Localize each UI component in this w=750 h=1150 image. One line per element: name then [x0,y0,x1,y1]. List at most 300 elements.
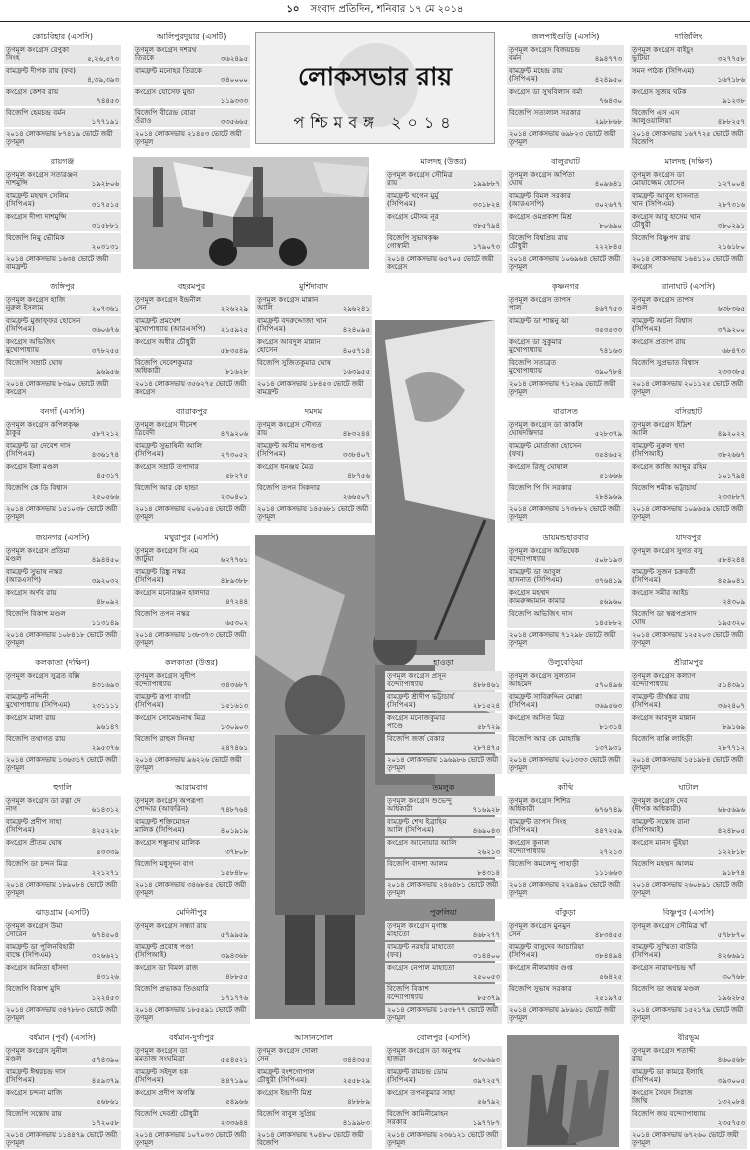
candidate-name: কংগ্রেস সুজয় ঘটক [632,87,687,96]
candidate-name: বিজেপি ডা জয়ন্ত মণ্ডল [632,984,700,993]
candidate-row [385,838,502,857]
vote-count: ৫৬৯৬০ [599,597,622,606]
candidate-row [385,233,502,252]
candidate-name: তৃণমূল কংগ্রেস ডা কাকলি ঘোষদস্তিদার [509,420,584,438]
candidate-row [4,66,121,85]
candidate-name: বামফ্রন্ট ডা আবুল হাসনাত (সিপিএম) [509,567,563,585]
candidate-row [630,87,747,106]
vote-count: ৩১৭৫১৫ [91,200,119,209]
candidate-name: বিজেপি সুপ্রভাত বিশ্বাস [632,358,699,367]
candidate-row [630,692,747,711]
vote-count: ১৪৫৮৮২ [594,618,622,627]
vote-count: ১৬৩৯৫৫ [342,367,370,376]
vote-count: ৩৯৪৩৬৮ [220,951,248,960]
candidate-row [4,108,121,127]
constituency-name: রায়গঞ্জ [50,157,75,166]
constituency-name: উলুবেড়িয়া [548,658,583,667]
candidate-name: বিজেপি সুভাষকৃষ্ণ গোস্বামী [387,233,440,251]
vote-count: ৩৯০৭৮৪ [594,367,622,376]
candidate-row [630,45,747,64]
candidate-name: তৃণমূল কংগ্রেস তাপস পাল [509,295,571,313]
vote-count: ৫২৮৩৭৯ [594,429,622,438]
candidate-row [630,1067,747,1086]
constituency-card [133,407,250,523]
candidate-row [385,963,502,982]
candidate-row [255,358,372,377]
candidate-name: কংগ্রেস সোমেন্দ্রনাথ মিত্র [135,713,206,722]
vote-count: ১৩৭৯৩১ [594,743,622,752]
vote-count: ২৮৭৪৭৫ [472,743,500,752]
candidate-name: বিজেপি কমলেন্দু পাহাড়ী [509,859,579,868]
vote-count: ৪৩৬১৭৪ [91,450,119,459]
candidate-name: বামফ্রন্ট প্রমথেশ মুখোপাধ্যায় (আরএসপি) [135,316,206,334]
candidate-name: কংগ্রেস নারায়ণচন্দ্র খাঁ [632,963,696,972]
vote-count: ৯১২৩৮ [722,96,745,105]
constituency-name: আসানসোল [294,1033,333,1042]
candidate-name: বিজেপি সুভাষ সরকার [509,984,572,993]
result-summary: ২০১৪ লোকসভায় ৯৬২২৬ ভোটে জয়ী তৃণমূল [133,755,250,774]
candidate-row [4,483,121,502]
vote-count: ১৯২৮০৬ [91,179,119,188]
candidate-row [630,108,747,127]
vote-count: ১৭৯০৭৩ [472,242,500,251]
result-summary: ২০১৪ লোকসভায় ২০৬১৫৪ ভোটে জয়ী তৃণমূল [133,504,250,523]
candidate-name: বামফ্রন্ট শক্তিমোহন মালিক (সিপিএম) [135,817,190,835]
candidate-name: কংগ্রেস নীলমাধব গুপ্ত [509,963,573,972]
constituency-name: তমলুক [432,783,455,792]
candidate-row [4,838,121,857]
candidate-row [630,191,747,210]
result-summary: ২০১৪ লোকসভায় ৮৭৪১৯ ভোটে জয়ী তৃণমূল [4,129,121,148]
vote-count: ২৮৭৩১৬ [717,200,745,209]
constituency-name: জঙ্গিপুর [50,282,75,291]
candidate-row [255,1109,372,1128]
candidate-name: কংগ্রেস ডা সুকুমার মুখোপাধ্যায় [509,337,562,355]
candidate-row [630,859,747,878]
candidate-name: তৃণমূল কংগ্রেস রেণুকা সিংহ [6,45,70,63]
candidate-name: কংগ্রেস যোসেফ মুন্ডা [135,87,195,96]
candidate-name: বামফ্রন্ট রিঙ্কু নস্কর (সিপিএম) [135,567,186,585]
vote-count: ৪৫৩১৭ [96,471,119,480]
constituency-card [133,533,250,649]
candidate-name: কংগ্রেস অর্ণব রায় [6,588,57,597]
candidate-row [507,963,624,982]
vote-count: ৩৪০০০০ [220,75,248,84]
candidate-row [385,170,502,189]
vote-count: ৫৭৮৮৭০ [717,930,745,939]
vote-count: ৯১৮৭৪ [722,868,745,877]
candidate-row [507,859,624,878]
result-summary: ২০১৪ লোকসভায় ১০৮৪১৮ ভোটে জয়ী তৃণমূল [4,630,121,649]
candidate-row [255,1067,372,1086]
constituency-card [507,908,624,1024]
candidate-row [255,295,372,314]
candidate-name: বিজেপি বিকাশ বন্দ্যোপাধ্যায় [387,984,430,1002]
candidate-name: কংগ্রেস অসিত মিত্র [509,713,565,722]
candidate-row [385,1109,502,1128]
candidate-name: বিজেপি আর কে হান্ডা [135,483,199,492]
candidate-row [4,1088,121,1107]
candidate-name: বিজেপি তপন নস্কর [135,609,190,618]
candidate-name: কংগ্রেস রিজু ঘোষাল [509,462,568,471]
candidate-row [630,817,747,836]
vote-count: ৩০২৬৭৭ [594,200,622,209]
vote-count: ৪৬৯০৪৩ [472,826,500,835]
candidate-row [133,66,250,85]
vote-count: ২৮৪৯৬৯ [594,492,622,501]
vote-count: ৪৭২৪৪ [225,597,248,606]
candidate-row [385,692,502,711]
candidate-name: তৃণমূল কংগ্রেস কল্যাণ বন্দ্যোপাধ্যায় [632,671,696,689]
vote-count: ৪৮৮৫৫ [225,972,248,981]
title-box [255,32,495,144]
vote-count: ৯৬৯৫৬ [96,367,119,376]
result-summary: ২০১৪ লোকসভায় ১০৬৯৬৪ ভোটে জয়ী তৃণমূল [507,254,624,273]
result-summary: ২০১৪ লোকসভায় ৬৫৭০৫ ভোটে জয়ী কংগ্রেস [385,254,502,273]
candidate-name: বিজেপি অভিজিৎ দাস [509,609,573,618]
candidate-row [255,1046,372,1065]
candidate-row [630,483,747,502]
candidate-name: বিজেপি বিষ্ণুপদ রায় [632,233,691,242]
candidate-name: কংগ্রেস ইলা মণ্ডল [6,462,59,471]
constituency-card [133,32,250,148]
constituency-name: বাঁকুড়া [555,908,576,917]
constituency-card [630,783,747,899]
vote-count: ২৯৮৮৬৮ [594,117,622,126]
candidate-name: বিজেপি বাদশা আলম [387,859,448,868]
vote-count: ৪০৯৬৪১ [594,179,622,188]
candidate-row [507,316,624,335]
vote-count: ৫৭৯৯৫৯ [220,930,248,939]
candidate-name: কংগ্রেস অভিজিৎ মুখোপাধ্যায় [6,337,56,355]
candidate-name: তৃণমূল কংগ্রেস মৃগাঙ্ক মাহাতো [387,921,448,939]
vote-count: ২৩৩৮৮৭ [717,492,745,501]
candidate-row [630,420,747,439]
candidate-name: বামফ্রন্ট বাসুদেব আচারিয়া (সিপিএম) [509,942,584,960]
vote-count: ৩২৬৬২১ [91,951,119,960]
candidate-name: তৃণমূল কংগ্রেস সৌমিত্র খাঁ [632,921,707,930]
candidate-row [4,1046,121,1065]
candidate-name: কংগ্রেস অধীর চৌধুরী [135,337,196,346]
candidate-row [133,1046,250,1065]
vote-count: ৪৫৯৩৭৯ [91,1076,119,1085]
constituency-name: বারাসত [553,407,578,416]
candidate-name: বিজেপি তপন সিকদার [257,483,321,492]
candidate-name: কংগ্রেস শম্ভুনাথ মালিক [135,838,201,847]
candidate-row [133,942,250,961]
vote-count: ২৪৩০৯ [722,597,745,606]
vote-count: ৪২৫২২৮ [91,826,119,835]
constituency-name: কলকাতা (উত্তর) [165,658,218,667]
candidate-name: তৃণমূল কংগ্রেস প্রসূন বন্দ্যোপাধ্যায় [387,671,447,689]
constituency-name: আরামবাগ [175,783,208,792]
candidate-name: তৃণমূল কংগ্রেস সুদীপ বন্দ্যোপাধ্যায় [135,671,196,689]
constituency-card [4,908,121,1024]
candidate-row [4,233,121,252]
candidate-row [133,108,250,127]
vote-count: ২১৫৯২৫ [220,325,248,334]
candidate-name: বামফ্রন্ট তাপস সিংহ (সিপিএম) [509,817,567,835]
vote-count: ৩৫৪৬৫২ [594,450,622,459]
constituency-card [133,658,250,774]
candidate-row [630,671,747,690]
vote-count: ২৫০৫৬৬ [91,492,119,501]
candidate-row [133,921,250,940]
candidate-row [133,609,250,628]
vote-count: ৩৬০৬৭৬ [91,325,119,334]
candidate-row [507,546,624,565]
vote-count: ৩১৪৪০০ [472,951,500,960]
vote-count: ৪২৪৯৫০ [594,75,622,84]
candidate-row [133,817,250,836]
candidate-row [133,337,250,356]
vote-count: ৫,২৬,৫৭৩ [87,54,119,63]
candidate-name: কংগ্রেস মালা রায় [6,713,56,722]
candidate-row [4,170,121,189]
candidate-name: বিজেপি আর কে মোহান্তি [509,734,581,743]
candidate-row [133,358,250,377]
result-summary: ২০১৪ লোকসভায় ৩৪৭৮৮৩ ভোটে জয়ী তৃণমূল [4,1005,121,1024]
vote-count: ৭৪৪৫৩ [96,96,119,105]
constituency-card [255,407,372,523]
candidate-row [630,942,747,961]
candidate-name: বিজেপি বিকাশ মুদি [6,984,61,993]
candidate-row [4,358,121,377]
constituency-name: আলিপুরদুয়ার (এসটি) [156,32,227,41]
constituency-card [4,533,121,649]
page-subtitle: পশ্চিমবঙ্গ ২০১৪ [293,113,457,132]
constituency-name: কাঁথি [557,783,574,792]
constituency-card [133,908,250,1024]
candidate-row [630,734,747,753]
vote-count: ৯৬১৪৭ [96,722,119,731]
candidate-name: তৃণমূল কংগ্রেস বিজয়চন্দ্র বর্মন [509,45,581,63]
vote-count: ৪৮৮৪৬১ [472,680,500,689]
vote-count: ৬৭৬৭৪৯ [594,805,622,814]
vote-count: ১৩২০৮৪ [717,1097,745,1106]
candidate-row [630,588,747,607]
candidate-name: তৃণমূল কংগ্রেস তাপস মণ্ডল [632,295,694,313]
candidate-row [4,87,121,106]
candidate-name: বামফ্রন্ট মহম্মদ সেলিম (সিপিএম) [6,191,69,209]
candidate-row [255,483,372,502]
constituency-card [133,282,250,398]
result-summary: ২০১৪ লোকসভায় ১৫২১৭৯ ভোটে জয়ী তৃণমূল [630,1005,747,1024]
constituency-card [630,157,747,273]
vote-count: ৭১৬৯২৮ [472,805,500,814]
vote-count: ২৭২১৩ [599,847,622,856]
vote-count: ৩৬২৪০৭ [717,701,745,710]
constituency-name: ডায়মন্ডহারবার [542,533,589,542]
candidate-row [630,1088,747,1107]
constituency-name: বর্ধমান-দুর্গাপুর [169,1033,214,1042]
candidate-row [133,441,250,460]
candidate-name: বিজেপি ডা চন্দন মিত্র [6,859,68,868]
candidate-name: বিজেপি মধুসূদন বাগ [135,859,194,868]
candidate-row [133,45,250,64]
candidate-row [133,692,250,711]
candidate-name: বিজেপি দেবেশকুমার অধিকারী [135,358,193,376]
candidate-row [385,817,502,836]
vote-count: ৮১৬২৮ [225,367,248,376]
candidate-name: কংগ্রেস আবু হাসেম খান চৌধুরী [632,212,701,230]
candidate-name: কংগ্রেস প্রতাপ রায় [632,337,686,346]
constituency-card [507,783,624,899]
vote-count: ১৫৮৪৮০ [220,868,248,877]
candidate-row [507,108,624,127]
result-summary: ২০১৪ লোকসভায় ৯৮৯৬১ ভোটে জয়ী তৃণমূল [507,1005,624,1024]
vote-count: ৪৮৮৮৯ [347,1097,370,1106]
candidate-name: তৃণমূল কংগ্রেস শুভেন্দু অধিকারী [387,796,452,814]
candidate-row [630,921,747,940]
candidate-row [385,796,502,815]
vote-count: ১৭২০৫৮ [91,1118,119,1127]
candidate-name: বিজেপি সুজিতকুমার ঘোষ [257,358,331,367]
vote-count: ২৮১৫২৪ [472,701,500,710]
candidate-name: কংগ্রেস অনিতা হাঁসদা [6,963,69,972]
constituency-card [385,157,502,273]
candidate-name: বামফ্রন্ট নরহরি মাহাতো (ফব) [387,942,455,960]
candidate-name: বিজেপি শমীক ভট্টাচার্য [632,483,697,492]
candidate-name: বিজেপি জর্জ বেকার [387,734,445,743]
constituency-card [507,407,624,523]
candidate-row [255,316,372,335]
vote-count: ৪৮৩২৪৪ [342,429,370,438]
vote-count: ২৩৫৭৫৩ [717,1118,745,1127]
candidate-row [507,420,624,439]
candidate-name: বিজেপি সত্যলাল সরকার [509,108,581,117]
candidate-row [133,420,250,439]
constituency-card [4,407,121,523]
vote-count: ৪৫৯০৪১ [717,576,745,585]
vote-count: ৩৭৮২৫৫ [91,346,119,355]
vote-count: ১৩০৯০৩ [220,722,248,731]
candidate-name: কংগ্রেস প্রীতম ঘোষ [6,838,62,847]
vote-count: ২৯৬২৪১ [342,304,370,313]
candidate-name: বামফ্রন্ট দীপক রায় (ফব) [6,66,76,75]
candidate-name: তৃণমূল কংগ্রেস ডা রত্না দে নাগ [6,796,81,814]
candidate-name: তৃণমূল কংগ্রেস বাইচুং ভুটিয়া [632,45,694,63]
vote-count: ৪৭৯২০৬ [220,429,248,438]
vote-count: ৪৯২০২২ [717,429,745,438]
result-summary: ২০১৪ লোকসভায় ১৬৪১১০ ভোটে জয়ী কংগ্রেস [630,254,747,273]
vote-count: ৬৩৮৩৬৫ [717,304,745,313]
vote-count: ৫৮৭২৯ [477,722,500,731]
vote-count: ৮০৬৯০ [599,221,622,230]
candidate-row [385,212,502,231]
vote-count: ৩৫৩৫৩৩ [594,325,622,334]
constituency-card [630,32,747,148]
candidate-row [630,358,747,377]
constituency-name: দার্জিলিং [674,32,703,41]
candidate-row [507,462,624,481]
result-summary: ২০১৪ লোকসভায় ২২৯৪৯০ ভোটে জয়ী তৃণমূল [507,880,624,899]
constituency-name: হাওড়া [433,658,454,667]
candidate-row [4,567,121,586]
vote-count: ৬৮৪৭৩ [722,346,745,355]
candidate-row [630,1046,747,1065]
candidate-row [133,984,250,1003]
candidate-row [507,588,624,607]
candidate-name: বিজেপি তথাগত রায় [6,734,66,743]
candidate-name: বামফ্রন্ট রূপা বাগচী (সিপিএম) [135,692,191,710]
candidate-name: বিজেপি বাবুল সুপ্রিয় [257,1109,316,1118]
result-summary: ২০১৪ লোকসভায় ১২৫২০৩ ভোটে জয়ী তৃণমূল [630,630,747,649]
vote-count: ৪৯৪৪৫০ [91,555,119,564]
vote-count: ২৪৭৪৬১ [220,743,248,752]
candidate-name: বামফ্রন্ট মনোহর তিরকে [135,66,203,75]
vote-count: ১৯৯৮৮৭ [472,179,500,188]
candidate-row [385,734,502,753]
result-summary: ২০১৪ লোকসভায় ১৬৭৭২৫ ভোটে জয়ী বিজেপি [630,129,747,148]
candidate-name: তৃণমূল কংগ্রেস প্রতিমা মণ্ডল [6,546,70,564]
candidate-name: কংগ্রেস নেপাল মাহাতো [387,963,455,972]
candidate-row [4,316,121,335]
vote-count: ৪৩১৬৯৩ [91,680,119,689]
vote-count: ৫৭০৪৯৬ [594,680,622,689]
constituency-name: পুরুলিয়া [430,908,457,917]
vote-count: ১৭১৭৭৬ [220,993,248,1002]
vote-count: ২৫০০৫৩ [472,972,500,981]
vote-count: ৪৮৯৩৮৮ [220,576,248,585]
constituency-name: ঝাড়গ্রাম (এসটি) [35,908,90,917]
constituency-name: কোচবিহার (এসসি) [32,32,93,41]
candidate-name: তৃণমূল কংগ্রেস সৌগত রায় [257,420,322,438]
candidate-row [133,567,250,586]
vote-count: ২৭৩০৫২ [220,450,248,459]
vote-count: ৩৯৭২৫৭ [472,1076,500,1085]
candidate-name: বিজেপি দেবশ্রী চৌধুরী [135,1109,199,1118]
candidate-name: কংগ্রেস ধনঞ্জয় মৈত্র [257,462,314,471]
candidate-name: বামফ্রন্ট নুরুল হুদা (সিপিআই) [632,441,685,459]
result-summary: ২০১৪ লোকসভায় ৩৫৬২৭৫ ভোটে জয়ী কংগ্রেস [133,379,250,398]
constituency-card [4,157,121,273]
vote-count: ৭৬৪৩০ [599,96,622,105]
rally-photo [133,157,369,269]
vote-count: ৫১৬৬৬ [599,471,622,480]
vote-count: ৪২৪৮০৫ [717,826,745,835]
vote-count: ২৬৬৫০৭ [342,492,370,501]
vote-count: ১৫১৬১৩ [220,701,248,710]
candidate-row [255,337,372,356]
constituency-name: হুগলি [53,783,72,792]
constituency-name: বিষ্ণুপুর (এসসি) [662,908,715,917]
vote-count: ৮১৩১৪ [599,722,622,731]
vote-count: ২৬২১৩ [477,847,500,856]
candidate-row [133,963,250,982]
result-summary: ২০১৪ লোকসভায় ১৮৯০৮৪ ভোটে জয়ী তৃণমূল [4,880,121,899]
result-summary: ২০১৪ লোকসভায় ৬৯৮২৩ ভোটে জয়ী তৃণমূল [507,129,624,148]
candidate-name: বিজেপি পি সি সরকার [509,483,572,492]
candidate-row [507,671,624,690]
constituency-name: রানাঘাট (এসসি) [661,282,716,291]
result-summary: ২০১৪ লোকসভায় ২১৪৫৩ ভোটে জয়ী তৃণমূল [133,129,250,148]
flag-photo [375,320,495,640]
constituency-name: মথুরাপুর (এসসি) [164,533,219,542]
candidate-name: বামফ্রন্ট রামচন্দ্র ডোম (সিপিএম) [387,1067,448,1085]
result-summary: ২০১৪ লোকসভায় ১৫১০৩৮ ভোটে জয়ী তৃণমূল [4,504,121,523]
candidate-name: তৃণমূল কংগ্রেস দেব (দীপক অধিকারী) [632,796,688,814]
candidate-name: বামফ্রন্ট বদরুদ্দোজা খান (সিপিএম) [257,316,327,334]
candidate-row [507,170,624,189]
candidate-name: বিজেপি কামিনীমোহন সরকার [387,1109,449,1127]
candidate-name: বিজেপি কে ডি বিশ্বাস [6,483,68,492]
candidate-name: বিজেপি বিশ্বপ্রিয় রায় চৌধুরী [509,233,568,251]
vote-count: ৬৫৩০২ [225,618,248,627]
candidate-name: বিজেপি জয় বন্দ্যোপাধ্যায় [632,1109,706,1118]
candidate-row [133,671,250,690]
constituency-card [385,783,502,899]
